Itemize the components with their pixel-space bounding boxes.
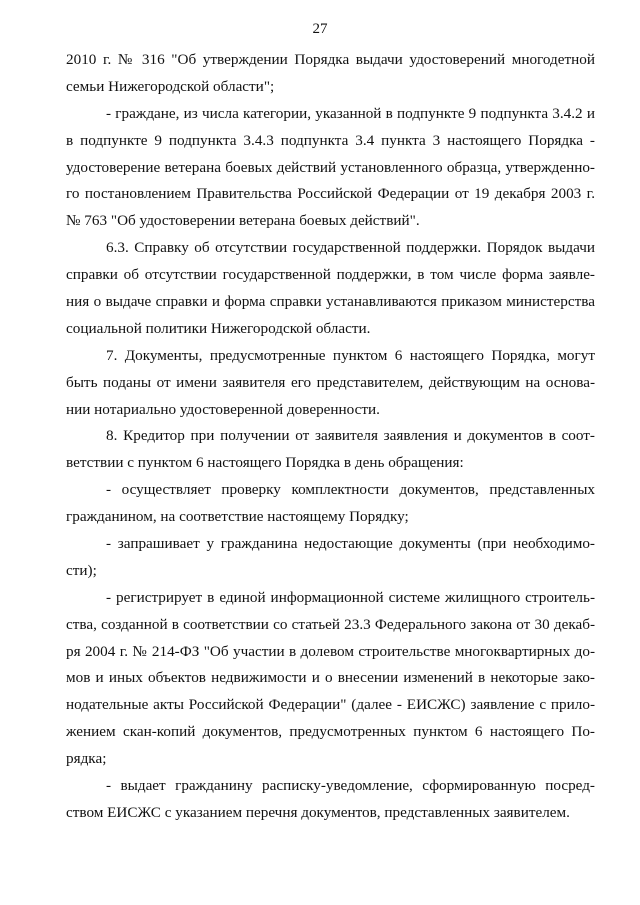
text-line: 6.3. Справку об отсутствии государственной поддержки. Порядок выдачи	[106, 239, 595, 257]
text-line: семьи Нижегородской области";	[66, 77, 275, 95]
paragraph	[66, 423, 595, 477]
paragraph	[66, 235, 595, 343]
text-line: 8. Кредитор при получении от заявителя заявления и документов в соот-	[106, 427, 595, 445]
text-line: ства, созданной в соответствии со статьей 23.3 Федерального закона от 30 декаб-	[66, 615, 595, 633]
text-line: мов и иных объектов недвижимости и о внесении изменений в некоторые зако-	[66, 669, 595, 687]
text-line: - граждане, из числа категории, указанной в подпункте 9 подпункта 3.4.2 и	[106, 104, 595, 122]
text-line: гражданином, на соответствие настоящему Порядку;	[66, 508, 409, 526]
text-line: жением скан-копий документов, предусмотренных пунктом 6 настоящего По-	[66, 723, 595, 741]
text-line: № 763 "Об удостоверении ветерана боевых действий".	[66, 212, 420, 230]
paragraph	[66, 343, 595, 424]
text-line: удостоверение ветерана боевых действий установленного образца, утвержденно-	[66, 158, 595, 176]
paragraph	[66, 773, 595, 827]
text-line: сти);	[66, 561, 97, 579]
text-line: быть поданы от имени заявителя его представителем, действующим на основа-	[66, 373, 595, 391]
text-line: ством ЕИСЖС с указанием перечня документов, представленных заявителем.	[66, 803, 570, 821]
text-line: - выдает гражданину расписку-уведомление, сформированную посред-	[106, 777, 595, 795]
text-line: го постановлением Правительства Российской Федерации от 19 декабря 2003 г.	[66, 185, 595, 203]
paragraph	[66, 101, 595, 235]
text-line: справки об отсутствии государственной поддержки, в том числе форма заявле-	[66, 266, 595, 284]
text-line: социальной политики Нижегородской области.	[66, 319, 371, 337]
text-line: - осуществляет проверку комплектности документов, представленных	[106, 481, 595, 499]
text-line: - запрашивает у гражданина недостающие документы (при необходимо-	[106, 535, 595, 553]
text-line: 7. Документы, предусмотренные пунктом 6 настоящего Порядка, могут	[106, 346, 595, 364]
paragraph	[66, 47, 595, 101]
text-line: ря 2004 г. № 214-ФЗ "Об участии в долевом строительстве многоквартирных до-	[66, 642, 595, 660]
paragraph	[66, 585, 595, 773]
text-line: в подпункте 9 подпункта 3.4.3 подпункта 3.4 пункта 3 настоящего Порядка -	[66, 131, 595, 149]
text-line: 2010 г. № 316 "Об утверждении Порядка выдачи удостоверений многодетной	[66, 51, 595, 68]
body-text	[66, 47, 595, 827]
text-line: - регистрирует в единой информационной системе жилищного строитель-	[106, 588, 595, 606]
paragraph	[66, 531, 595, 585]
text-line: нии нотариально удостоверенной доверенности.	[66, 400, 380, 418]
text-line: нодательные акты Российской Федерации" (далее - ЕИСЖС) заявление с прило-	[66, 696, 595, 714]
text-line: ветствии с пунктом 6 настоящего Порядка в день обращения:	[66, 454, 464, 472]
text-line: рядка;	[66, 750, 107, 768]
page-number: 27	[312, 21, 328, 37]
paragraph	[66, 477, 595, 531]
text-line: ния о выдаче справки и форма справки устанавливаются приказом министерства	[66, 293, 595, 311]
